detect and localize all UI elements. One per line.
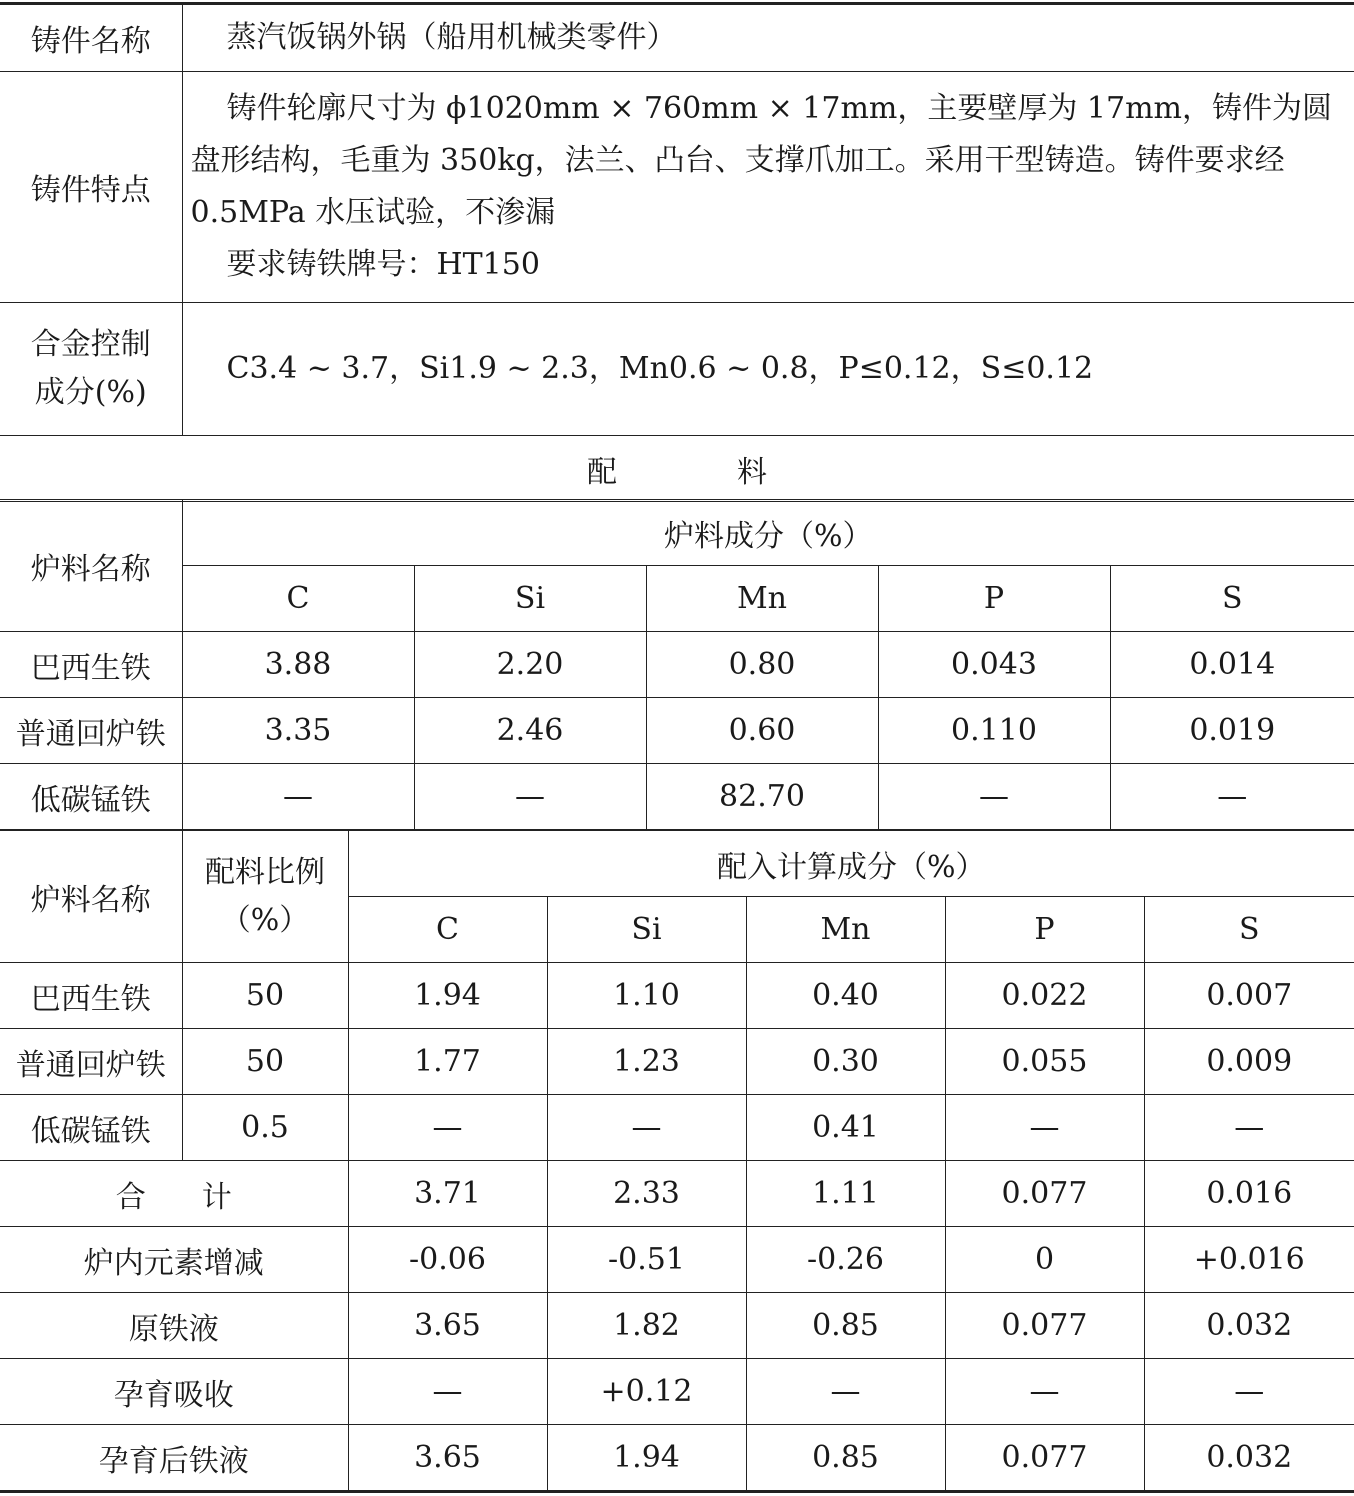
table-row [0, 632, 1354, 698]
calc-cell: 0.30 [746, 1029, 945, 1095]
charge-cell: 0.60 [646, 698, 878, 764]
charge-row-name: 巴西生铁 [0, 632, 182, 698]
ratio-header-line-1: 配料比例 [205, 854, 325, 890]
base-iron-label: 原铁液 [0, 1293, 348, 1359]
charge-cell: 3.35 [182, 698, 414, 764]
calc-col-mn: Mn [746, 897, 945, 963]
charge-cell: 3.88 [182, 632, 414, 698]
calc-cell: 1.23 [547, 1029, 746, 1095]
casting-features-label: 铸件特点 [0, 72, 182, 303]
summary-cell: 0.077 [945, 1161, 1144, 1227]
calc-composition-header: 配入计算成分（%） [348, 831, 1354, 897]
charge-col-c: C [182, 566, 414, 632]
calc-cell: — [945, 1095, 1144, 1161]
table-row [0, 764, 1354, 830]
calc-cell: — [547, 1095, 746, 1161]
calc-ratio: 50 [182, 963, 348, 1029]
summary-cell: -0.06 [348, 1227, 547, 1293]
table-row [0, 963, 1354, 1029]
calc-header-row [0, 831, 1354, 897]
charge-composition-table [0, 499, 1354, 830]
charge-cell: — [1110, 764, 1354, 830]
element-change-row [0, 1227, 1354, 1293]
summary-cell: +0.016 [1144, 1227, 1354, 1293]
charge-header-row [0, 500, 1354, 566]
calc-cell: — [348, 1095, 547, 1161]
summary-cell: — [746, 1359, 945, 1425]
calc-cell: 1.94 [348, 963, 547, 1029]
total-label: 合 计 [0, 1161, 348, 1227]
summary-cell: — [348, 1359, 547, 1425]
inoculation-absorb-row [0, 1359, 1354, 1425]
casting-grade-text: 要求铸铁牌号：HT150 [226, 247, 540, 282]
charge-columns-row [0, 566, 1354, 632]
ratio-header-line-2: （%） [220, 902, 310, 938]
summary-cell: +0.12 [547, 1359, 746, 1425]
casting-name-row [0, 4, 1354, 72]
calc-cell: 0.40 [746, 963, 945, 1029]
calc-cell: 0.055 [945, 1029, 1144, 1095]
calc-cell: 0.022 [945, 963, 1144, 1029]
charge-row-name: 低碳锰铁 [0, 764, 182, 830]
charge-cell: 0.80 [646, 632, 878, 698]
calc-cell: 0.007 [1144, 963, 1354, 1029]
charge-cell: 2.46 [414, 698, 646, 764]
charge-cell: — [878, 764, 1110, 830]
calc-name-header: 炉料名称 [0, 831, 182, 963]
casting-info-table [0, 2, 1354, 502]
post-inoculation-row [0, 1425, 1354, 1492]
casting-features-text: 铸件轮廓尺寸为 ϕ1020mm × 760mm × 17mm，主要壁厚为 17mm，铸件为圆盘形结构，毛重为 350kg，法兰、凸台、支撑爪加工。采用干型铸造。铸件要求经 0.5MPa 水压试验，不渗漏 [190, 91, 1332, 230]
calc-cell: 0.41 [746, 1095, 945, 1161]
summary-cell: 3.71 [348, 1161, 547, 1227]
alloy-control-label [0, 303, 182, 436]
charge-cell: — [182, 764, 414, 830]
summary-cell: 0.032 [1144, 1425, 1354, 1492]
calc-col-c: C [348, 897, 547, 963]
alloy-label-line-1: 合金控制 [30, 327, 151, 362]
calc-row-name: 普通回炉铁 [0, 1029, 182, 1095]
charge-cell: — [414, 764, 646, 830]
calculated-composition-table [0, 830, 1354, 1493]
alloy-label-line-2: 成分(%) [34, 375, 147, 410]
table-row [0, 698, 1354, 764]
summary-cell: 0.85 [746, 1293, 945, 1359]
charge-cell: 0.110 [878, 698, 1110, 764]
summary-cell: 0.016 [1144, 1161, 1354, 1227]
summary-cell: — [1144, 1359, 1354, 1425]
summary-cell: 1.94 [547, 1425, 746, 1492]
inoculation-absorb-label: 孕育吸收 [0, 1359, 348, 1425]
summary-cell: 0.077 [945, 1425, 1144, 1492]
charge-row-name: 普通回炉铁 [0, 698, 182, 764]
casting-name-label: 铸件名称 [0, 4, 182, 72]
summary-cell: -0.26 [746, 1227, 945, 1293]
summary-cell: 3.65 [348, 1425, 547, 1492]
calc-col-si: Si [547, 897, 746, 963]
summary-cell: 3.65 [348, 1293, 547, 1359]
alloy-control-value: C3.4 ~ 3.7，Si1.9 ~ 2.3，Mn0.6 ~ 0.8，P≤0.12，S≤0.12 [226, 351, 1094, 386]
charge-composition-header: 炉料成分（%） [182, 500, 1354, 566]
batching-title: 配 料 [0, 436, 1354, 502]
post-inoculation-label: 孕育后铁液 [0, 1425, 348, 1492]
calc-ratio: 50 [182, 1029, 348, 1095]
summary-cell: 1.11 [746, 1161, 945, 1227]
base-iron-row [0, 1293, 1354, 1359]
calc-cell: 0.009 [1144, 1029, 1354, 1095]
summary-cell: 2.33 [547, 1161, 746, 1227]
summary-cell: 1.82 [547, 1293, 746, 1359]
summary-cell: — [945, 1359, 1144, 1425]
calc-col-p: P [945, 897, 1144, 963]
calc-row-name: 巴西生铁 [0, 963, 182, 1029]
calc-row-name: 低碳锰铁 [0, 1095, 182, 1161]
alloy-control-row [0, 303, 1354, 436]
table-row [0, 1029, 1354, 1095]
summary-cell: 0 [945, 1227, 1144, 1293]
calc-cell: 1.77 [348, 1029, 547, 1095]
summary-cell: 0.032 [1144, 1293, 1354, 1359]
charge-col-mn: Mn [646, 566, 878, 632]
summary-cell: 0.077 [945, 1293, 1144, 1359]
calc-col-s: S [1144, 897, 1354, 963]
charge-name-header: 炉料名称 [0, 500, 182, 632]
summary-cell: -0.51 [547, 1227, 746, 1293]
calc-ratio-header [182, 831, 348, 963]
calc-ratio: 0.5 [182, 1095, 348, 1161]
charge-cell: 0.014 [1110, 632, 1354, 698]
charge-cell: 0.043 [878, 632, 1110, 698]
casting-name-value: 蒸汽饭锅外锅（船用机械类零件） [226, 20, 677, 55]
calc-cell: 1.10 [547, 963, 746, 1029]
charge-cell: 82.70 [646, 764, 878, 830]
charge-col-si: Si [414, 566, 646, 632]
table-row [0, 1095, 1354, 1161]
charge-cell: 2.20 [414, 632, 646, 698]
casting-features-row [0, 72, 1354, 303]
summary-cell: 0.85 [746, 1425, 945, 1492]
calc-cell: — [1144, 1095, 1354, 1161]
batching-title-row [0, 436, 1354, 502]
charge-col-p: P [878, 566, 1110, 632]
charge-col-s: S [1110, 566, 1354, 632]
charge-cell: 0.019 [1110, 698, 1354, 764]
total-row [0, 1161, 1354, 1227]
element-change-label: 炉内元素增减 [0, 1227, 348, 1293]
